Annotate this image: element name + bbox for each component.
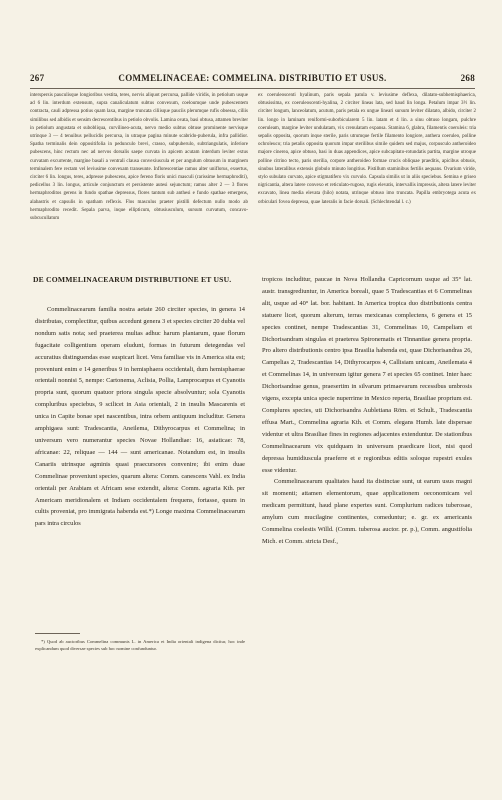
footnote	[35, 638, 245, 652]
paragraph: Commelinacearum familia nostra aetate 260 circiter species, in genera 14 distributas, complectitur, quibus accedunt genera 3 et species circiter 20 dubia vel nondum satis nota; sed praeterea multas adhuc harum plantarum, quae florum fugacitate colligentium operam eludunt, formas in futurum detegendas vel accuratius distinguendas esse suspicari licet. Vera familiae vis in America sita est; proveniunt enim e 14 generibus 9 in hemisphaera occidentali, dum hemisphaerae orientali nonnisi 5, nempe: Cartonema, Aclisia, Pollia, Lamprocarpus et Cyanotis propria sunt, quorum quatuor priora singula specie absolvuntur; sola Cyanotis compluribus speciebus, 9 scilicet in Asia orientali, 2 in insulis Mascarenis et unica in Capite bonae spei nascentibus, intra orbem antiquum includitur. Genera amphigaea sunt: Tradescantia, Aneilema, Dithyrocarpus et Commelina; in universum vero numerantur species Novae Hollandiae: 16, asiaticae: 78, africanae: 22, reliquae — 144 — sunt americanae. Notandum est, in insulis Canariis utrinsque agminis quasi praecursores convenire; ibi enim duae Commelinae proveniunt species, quarum altera: Comm. canescens Vahl. ex India orientali per Arabiam et Africam sese extendit, altera: Comm. agraria Kth. per Americam meridionalem et Indiam occidentalem frequens, fortasse, quum in cultis proveniat, pro immigrata habenda est.*) Longe maxima Commelinacearum pars intra circulos	[35, 306, 245, 528]
footnote-text: *) Quod ab auctoribus Commelina communis L. in America et India orientali indigena dicitur, hoc inde explicandum quod diversae species sub hoc nomine confunduntur.	[35, 639, 245, 651]
description-column-left: interspersis pauculisque longioribus vestita, teres, nervis aliquot percursa, pallide viridis, in petiolum usque ad 6 lin. interdum extensum, supra canaliculatum subtus convexum, coeloumque unde pubescentem contracta, cauli adpressa potius quam laxa, margine truncata ciliisque pauciis plerumque rufis obsessa, ciliis similibus sed albidis et sensim decrescentibus in petiolo obvolis. Lamina ovata, basi obtusa, attamen breviter in petiolum angustata et subobliqua, curvilineo-acuta, nervo medio subtus obtuse prominente nervisque utrinque 3 — 4 tenuibus pellucidis percursa, in utraque pagina minute scabrido-puberula, infra pallidior. Spatha terminalis dein oppositifolia in pedunculo brevi, crasso, subpuberulo, subtriangulatis, inferiore pubescens, hinc rectum nec ad nervos dorsalis saepe curvata in apicem acutam interdum leviter extus curvatam excurrente, margine basali a ventrali clausa convexiuscula et per angulum obtusum in marginem terminalem fere rectam vel leviusime convexam transeunte. Inflorescentiae ramus alter uniflorus, exsertus, circiter 6 lin. longus, teres, adpresse pubescens, apice fereno floris unici masculi (rarissime hermaphroditi), pedicellus 3 lin. longus, articule conjunctum et persistente autesi sejunctum; ramus alter 2 — 3 flores hermaphroditos gerens in fundo spathae depressus, flores tantum sub anthesi e fundo spathae emergens, alabastris et capsulis in spatham reflexis. Flos masculus praeter pistilli defectum nullo modo ab hermaphrodito recedit. Sepala parva, inque ellipticum, obtusiusculum, sursum curvatum, concavo-subcucullatum	[30, 93, 248, 222]
section-title: DE COMMELINACEARUM DISTRIBUTIONE ET USU.	[33, 275, 232, 284]
page-number-right: 268	[460, 73, 475, 83]
running-title: COMMELINACEAE: COMMELINA. DISTRIBUTIO ET USUS.	[118, 73, 387, 83]
body-column-right	[262, 274, 472, 548]
footnote-rule	[35, 633, 80, 634]
paragraph: Commelinacearum qualitates haud ita distinctae sunt, ut earum usus magni sit momenti; attamen elementorum, quae applicationem oeconomicam vel medicam permittunt, haud plane expertes sunt. Complurium radices tuberosae, amylum cum mucilagine continentes, comeduntur; e. gr. ex americanis Commelina coelestis Willd. (Comm. tuberosa auctor. pr. p.), Comm. angustifolia Mich. et Comm. stricta Desf.,	[262, 478, 472, 545]
body-column-left	[35, 304, 245, 530]
running-header	[30, 73, 475, 87]
page-number-left: 267	[30, 73, 45, 83]
header-rule	[30, 88, 475, 89]
paragraph: tropicos includitur, paucae in Nova Hollandia Capricornum usque ad 35° lat. austr. transgrediuntur, in America boreali, quae 5 Tradescantias et 6 Commelinas alit, usque ad 40° lat. bor. habitant. In America tropica duo distributionis centra statuere licet, quorum alterum, terras mexicanas complectens, 6 genera et 15 species continet, nempe Tradescantias 31, Commelinas 10, Campeliam et Dichorisandram singulas et praeterea Spironematis et Tinnantiae genera propria. Pro altero distributionis centro ipsa Brasilia habenda est, quae Dichorisandras 26, Campelias 2, Tradescantias 14, Dithyrocarpos 4, Callisiam unicam, Aneilemata 4 et Commelinas 14, in universum igitur genera 7 et species 65 continet. Inter haec Dichorisandrae genus, praesertim in silvarum primaevarum recessibus umbrosis vigens, excepta unica specie nuperrime in Mexico reperta, Brasiliae proprium est. Complures species, uti Dichorisandra Aubletiana Röm. et Schult., Tradescantia effusa Mart., Commelina agraria Kth. et Comm. elegans Humb. late dispersae videntur et ultra Brasiliae fines in regiones adjacentes extenduntur. De stationibus Commelinacearum vix quidquam in universum praedicare licet, nisi quod depressa humidiuscula praeferre et e regionibus editis soloque rupestri exules esse videntur.	[262, 276, 472, 474]
description-column-right: ex coeruleoscenti hyalinum, paris sepala patula v. leviusime deflexa, dilatato-subhemisphaerica, obtusissima, ex coeruleoscenti-hyalina, 2 circiter lineas lata, sed haud lin longa. Petalum impar 3½ lin. circiter longum, lanceolatum, acutum, paris petala ex ungue lineari sursum leviter dilatato, albido, circiter 2 lin. longo in laminam reniformi-suborbicularem 5 lin. latam et 4 lin. a sinu obtuso longam, pulchre coeruleam, margine leviter undulatam, vix crenulatam expansa. Stamina 6, glabra, filamentis coeruleis: tria sepalis opposita, quorum inque sterile, paris utrumque fertile filamento longiore, anthera coeruleo, polline ochroleuco; tria petalis opposita quorum impar sterilibus simile quidem sed majus, corpusculo antheroideo majore cinerea, apice obtuso, basi in duas appendices, apice subcapitato-rotundatis partita, margine utroque polline citrino tecto, paris sterilia, corpore antheroideo formae crucis obliquae praeditis, apicibus obtusis, sinubus lateralibus extensis globulo minuto longitius. Pistillum staminibus fertilis aequans. Ovarium viride, stylo subulato curvato, apice stigmatifero vix curvulo. Capsula similis ut in aliis speciebus. Semina e griseo nigricantia, altera latere convexo et reticulato-rugoso, rugis elevatis, intervallis impressis, altera latere leviter excavato, linea media elevata (hilo) notata, utrinque obtuso imo truncata. Papilla embryotega acuta ex orbiculari fovea depressa, quae lateralis in facie dorsali. (Schlechtendal l. c.)	[258, 93, 476, 205]
